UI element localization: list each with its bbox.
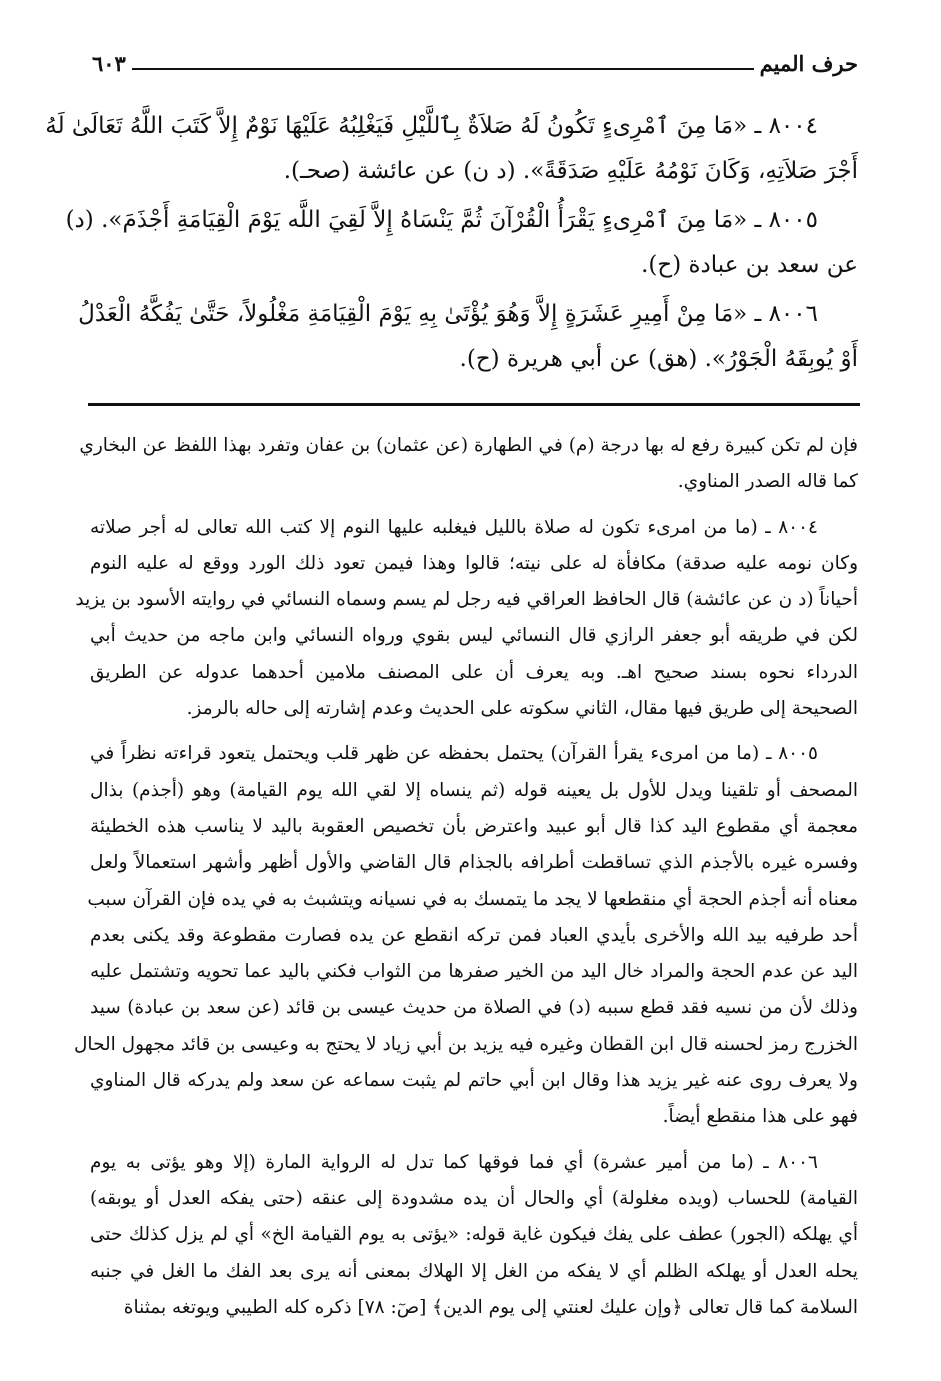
commentary-paragraph <box>73 736 859 1135</box>
commentary-line: السلامة كما قال تعالى ﴿وإن عليك لعنتي إلى يوم الدين﴾ [صٓ: ٧٨] ذكره كله الطيبي ويوتغه بمثناة <box>123 1296 858 1318</box>
commentary-line: اليد عن عدم الحجة والمراد خال اليد من الخير صفرها من الثواب فكني باليد عما تحويه وتشتمل عليه <box>90 961 858 983</box>
commentary-line: ولا يعرف روى عنه غير يزيد هذا وقال ابن أبي حاتم لم يثبت سماعه عن سعد ولم يدركه قال المناوي <box>90 1070 858 1092</box>
hadith-line: أَجْرَ صَلاَتِهِ، وَكَانَ نَوْمُهُ عَلَيْهِ صَدَقَةً». (د ن) عن عائشة (صحـ). <box>283 158 858 184</box>
commentary-line: كما قاله الصدر المناوي. <box>677 471 858 493</box>
hadith-line: ٨٠٠٦ ـ «مَا مِنْ أَمِيرِ عَشَرَةٍ إِلاَّ وَهُوَ يُؤْتَىٰ بِهِ يَوْمَ الْقِيَامَةِ مَغْلُولاً، حَتَّىٰ يَفُكَّهُ الْعَدْلُ <box>78 301 818 327</box>
commentary-line: أحياناً (د ن عن عائشة) قال الحافظ العراقي فيه رجل لم يسم وسماه النسائي في روايته الأسود بن يزيد <box>75 589 858 611</box>
commentary-line: الصحيحة إلى طريق فيها مقال، الثاني سكوته على الحديث وعدم إشارته إلى حاله بالرمز. <box>186 698 858 720</box>
hadith-paragraph <box>78 292 858 382</box>
hadith-line: ٨٠٠٤ ـ «مَا مِنَ ٱمْرِىءٍ تَكُونُ لَهُ صَلاَةٌ بِٱللَّيْلِ فَيَغْلِبُهُ عَلَيْهَا نَوْمٌ إِلاَّ كَتَبَ اللَّهُ تَعَالَىٰ لَهُ <box>45 113 818 139</box>
commentary-line: وفسره غيره بالأجذم الذي تساقطت أطرافه بالجذام قال القاضي والأول أظهر وأشهر استعمالاً ولعل <box>90 852 858 874</box>
hadith-line: أَوْ يُوبِقَهُ الْجَوْرُ». (هق) عن أبي هريرة (ح). <box>459 346 858 372</box>
footnote-separator <box>88 403 860 406</box>
commentary-line: فإن لم تكن كبيرة رفع له بها درجة (م) في الطهارة (عن عثمان) بن عفان وتفرد بهذا اللفظ عن البخاري <box>79 435 858 456</box>
commentary-line: وذلك لأن من نسيه فقد قطع سببه (د) في الصلاة من حديث عيسى بن قائد (عن سعد بن عبادة) سيد <box>90 997 858 1019</box>
hadith-line: ٨٠٠٥ ـ «مَا مِنَ ٱمْرِىءٍ يَقْرَأُ الْقُرْآنَ ثُمَّ يَنْسَاهُ إِلاَّ لَقِيَ اللَّه يَوْمَ الْقِيَامَةِ أَجْذَمَ». (د) <box>65 207 818 233</box>
hadith-paragraph <box>45 104 858 194</box>
hadith-line: عن سعد بن عبادة (ح). <box>641 252 858 278</box>
hadith-paragraph <box>65 198 858 288</box>
commentary-line: القيامة) للحساب (ويده مغلولة) أي والحال أن يده مشدودة إلى عنقه (حتى يفكه العدل أو يوبقه) <box>90 1187 858 1209</box>
commentary-line: لكن في طريقه أبو جعفر الرازي قال النسائي ليس بقوي ورواه النسائي وابن ماجه من حديث أبي <box>90 625 858 647</box>
commentary-line: الدرداء نحوه بسند صحيح اهـ. وبه يعرف أن على المصنف ملامين أحدهما عدوله عن الطريق <box>90 661 858 683</box>
commentary-line: معناه أنه أجذم الحجة أي منقطعها لا يجد ما يتمسك به في نسيانه ويتشبث به في يده فإن القرآن سبب <box>87 888 858 910</box>
commentary-line: فهو على هذا منقطع أيضاً. <box>662 1106 858 1128</box>
commentary-paragraph <box>90 1145 858 1326</box>
commentary-line: معجمة أي مقطوع اليد كذا قال أبو عبيد واعترض بأن تخصيص العقوبة باليد لا يناسب هذه الخطيئة <box>90 815 858 837</box>
commentary-line: ٨٠٠٤ ـ (ما من امرىء تكون له صلاة بالليل فيغلبه عليها النوم إلا كتب الله تعالى له أجر صلاته <box>90 516 818 538</box>
commentary-paragraph <box>75 510 858 728</box>
commentary-line: أي يهلكه (الجور) عطف على يفك فيكون غاية قوله: «يؤتى به يوم القيامة الخ» أي لم يزل كذلك حتى <box>90 1224 858 1246</box>
hadith-text <box>45 104 858 386</box>
chapter-title: حرف الميم <box>759 51 858 76</box>
header-rule <box>132 68 754 70</box>
commentary-line: يحله العدل أو يهلكه الظلم أي لا يفكه من الغل إلا الهلاك بمعنى أنه يرى بعد الفك ما الغل في جنبه <box>90 1260 858 1282</box>
commentary-line: أحد طرفيه بيد الله والأخرى بأيدي العباد فمن تركه انقطع عن يده فصارت مقطوعة وقد يكنى بعدم <box>90 924 858 946</box>
commentary-paragraph <box>79 428 858 501</box>
running-header <box>92 44 858 76</box>
commentary-line: ٨٠٠٦ ـ (ما من أمير عشرة) أي فما فوقها كما تدل له الرواية المارة (إلا وهو يؤتى به يوم <box>90 1151 818 1173</box>
commentary-line: ٨٠٠٥ ـ (ما من امرىء يقرأ القرآن) يحتمل بحفظه عن ظهر قلب ويحتمل يتعود قراءته نظراً في <box>90 743 818 765</box>
commentary-footnotes <box>73 428 859 1335</box>
commentary-line: المصحف أو تلقينا ويدل للأول بل يعينه قوله (ثم ينساه إلا لقي الله يوم القيامة) وهو (أجذم) بذال <box>90 779 859 801</box>
page-number: ٦٠٣ <box>92 51 126 76</box>
commentary-line: الخزرج رمز لحسنه قال ابن القطان وغيره فيه يزيد بن أبي زياد لا يحتج به وعيسى بن قائد مجهول الحال <box>73 1033 858 1055</box>
commentary-line: وكان نومه عليه صدقة) مكافأة له على نيته؛ قالوا وهذا فيمن تعود ذلك الورد ووقع له عليه النوم <box>90 552 858 574</box>
